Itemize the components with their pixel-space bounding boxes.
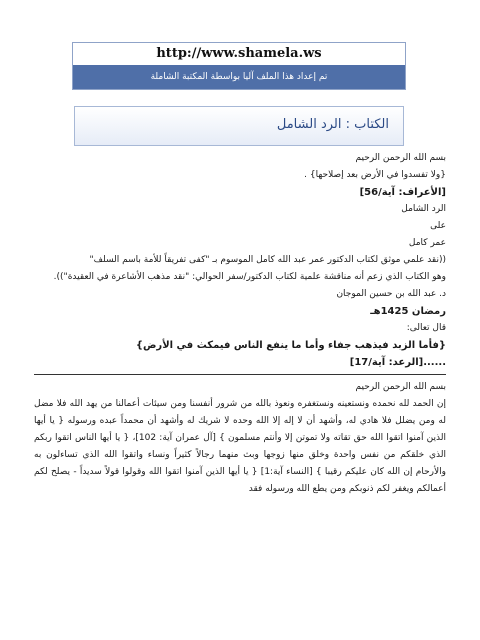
quote-reference: ......[الرعد: آية/17]: [349, 357, 446, 368]
source-url[interactable]: http://www.shamela.ws: [73, 43, 405, 65]
verse-reference: [الأعراف: آية/56]: [359, 187, 446, 198]
body-basmala: بسم الله الرحمن الرحيم: [355, 382, 446, 392]
source-header: [72, 42, 406, 90]
quote-intro: قال تعالى:: [406, 323, 446, 333]
body-paragraph: إن الحمد لله نحمده ونستعينه ونستغفره ونعوذ بالله من شرور أنفسنا ومن سيئات أعمالنا من يهد الله فلا مضل له ومن يضلل فلا هادي له، وأشهد أن لا إله إلا الله وحده لا شريك له وأشهد أن محمداً عبده ورسوله { يا أيها الذين آمنوا اتقوا الله حق تقاته ولا تموتن إلا وأنتم مسلمون } [آل عمران آية: 102]، { يا أيها الناس اتقوا ربكم الذي خلقكم من نفس واحدة وخلق منها زوجها وبث منهما رجالاً كثيراً ونساء واتقوا الله الذي تساءلون به والأرحام إن الله كان عليكم رقيبا } [النساء آية:1] { يا أيها الذين آمنوا اتقوا الله وقولوا قولاً سديداً - يصلح لكم أعمالكم ويغفر لكم ذنوبكم ومن يطع الله ورسوله فقد: [34, 399, 447, 494]
book-title: الكتاب : الرد الشامل: [276, 117, 389, 132]
work-title-line: عمر كامل: [408, 238, 446, 248]
page-divider: [34, 374, 446, 375]
basmala-line: بسم الله الرحمن الرحيم: [355, 153, 446, 163]
author-line: د. عبد الله بن حسين الموجان: [336, 289, 446, 299]
generated-notice: تم إعداد هذا الملف آليا بواسطة المكتبة الشاملة: [73, 65, 405, 89]
description-paragraph: ((نقد علمي موثق لكتاب الدكتور عمر عبد الله كامل الموسوم بـ "كفى تفريقاً للأمة باسم السلف": [89, 255, 446, 265]
verse-line: {ولا تفسدوا في الأرض بعد إصلاحها} .: [304, 170, 446, 180]
work-title-line: الرد الشامل: [401, 204, 446, 214]
work-title-line: على: [430, 221, 446, 231]
document-body: [34, 150, 446, 498]
book-title-box: [74, 106, 404, 146]
quote-verse: {فأما الزبد فيذهب جفاء وأما ما ينفع الناس فيمكث في الأرض}: [135, 340, 446, 351]
description-paragraph: وهو الكتاب الذي زعم أنه مناقشة علمية لكتاب الدكتور/سفر الحوالي: "نقد مذهب الأشاعرة في العقيدة")).: [53, 272, 446, 282]
date-line: رمضان 1425هـ: [370, 306, 446, 317]
